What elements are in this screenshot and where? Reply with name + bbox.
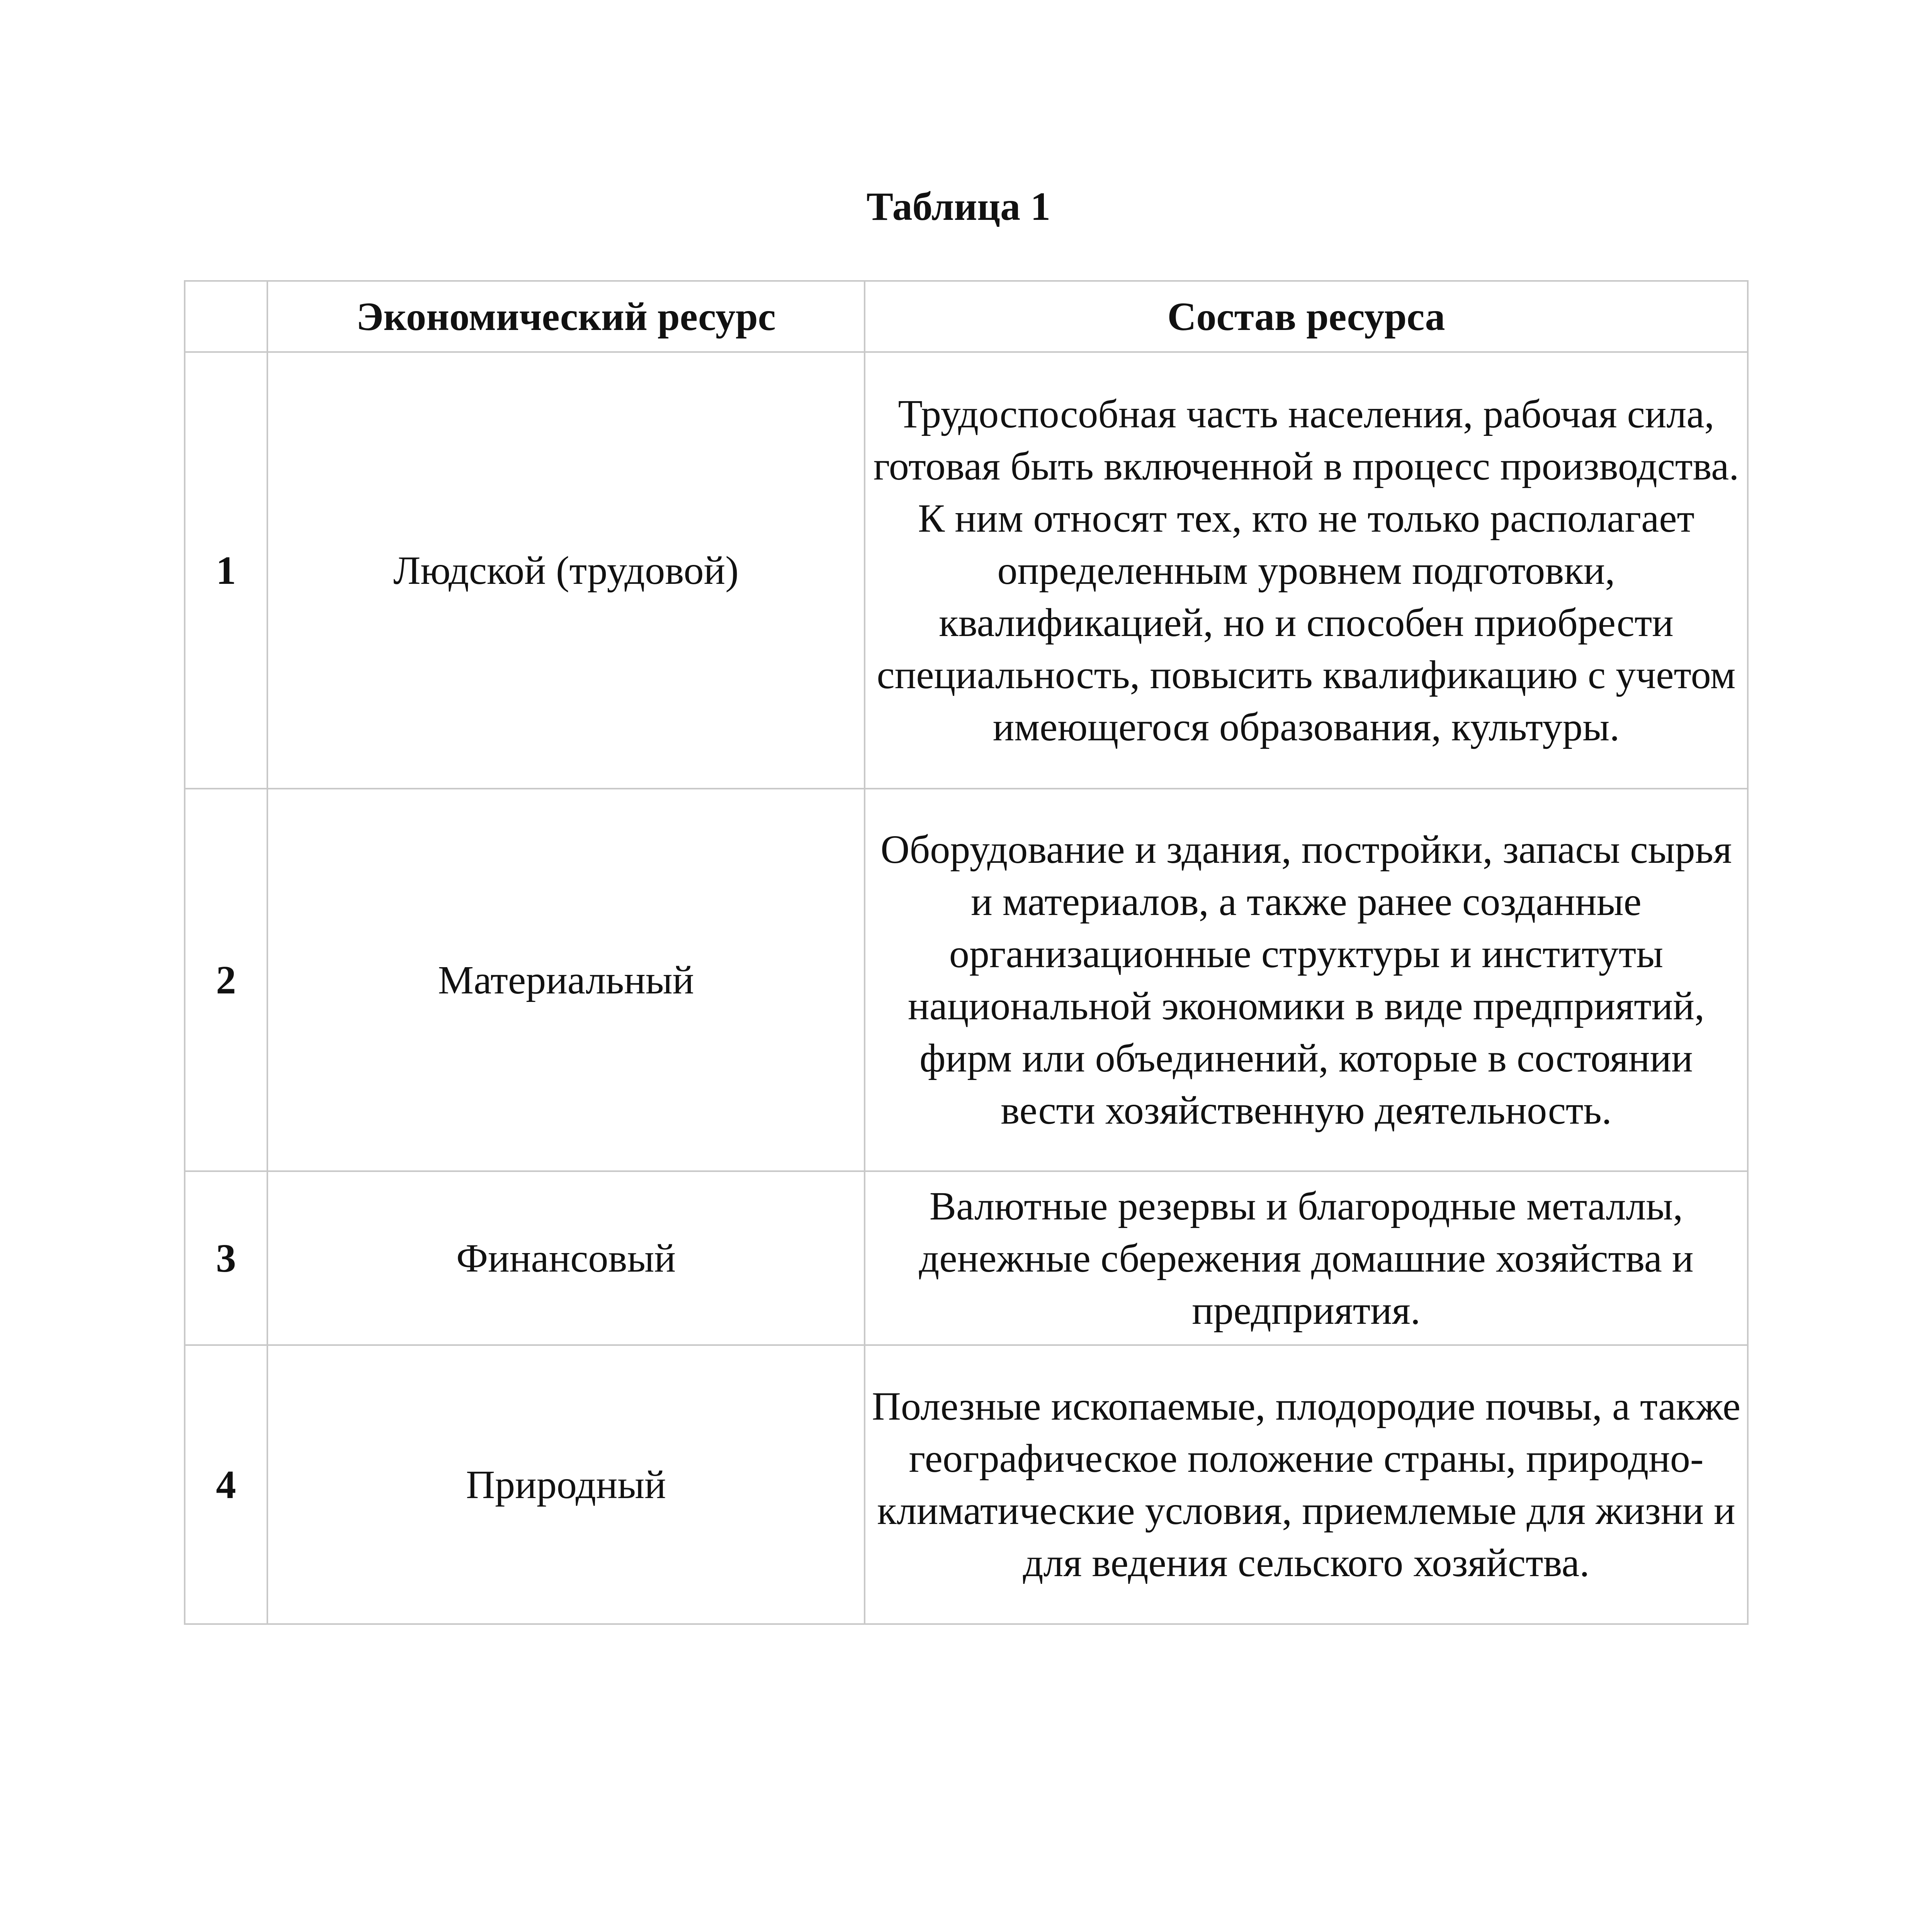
- row-composition: Валютные резервы и благородные металлы, денежные сбережения домашние хозяйства и предприятия.: [865, 1171, 1748, 1345]
- table-row: [185, 1345, 1748, 1624]
- row-resource: Людской (трудовой): [267, 352, 865, 789]
- row-composition: Оборудование и здания, постройки, запасы сырья и материалов, а также ранее созданные организационные структуры и институты национальной экономики в виде предприятий, фирм или объединений, которые в состоянии вести хозяйственную деятельность.: [865, 789, 1748, 1171]
- row-number: 1: [185, 352, 267, 789]
- row-number: 2: [185, 789, 267, 1171]
- row-composition: Полезные ископаемые, плодородие почвы, а также географическое положение страны, природно-климатические условия, приемлемые для жизни и для ведения сельского хозяйства.: [865, 1345, 1748, 1624]
- table-row: [185, 352, 1748, 789]
- row-resource: Материальный: [267, 789, 865, 1171]
- resource-table: [184, 280, 1749, 1625]
- header-number: [185, 281, 267, 352]
- header-resource: Экономический ресурс: [267, 281, 865, 352]
- row-resource: Природный: [267, 1345, 865, 1624]
- row-resource: Финансовый: [267, 1171, 865, 1345]
- table-row: [185, 1171, 1748, 1345]
- page-title: Таблица 1: [866, 184, 1051, 229]
- table-row: [185, 789, 1748, 1171]
- row-composition: Трудоспособная часть населения, рабочая сила, готовая быть включенной в процесс производства. К ним относят тех, кто не только располагает определенным уровнем подготовки, квалификацией, но и способен приобрести специальность, повысить квалификацию с учетом имеющегося образования, культуры.: [865, 352, 1748, 789]
- table-header-row: [185, 281, 1748, 352]
- row-number: 3: [185, 1171, 267, 1345]
- header-composition: Состав ресурса: [865, 281, 1748, 352]
- row-number: 4: [185, 1345, 267, 1624]
